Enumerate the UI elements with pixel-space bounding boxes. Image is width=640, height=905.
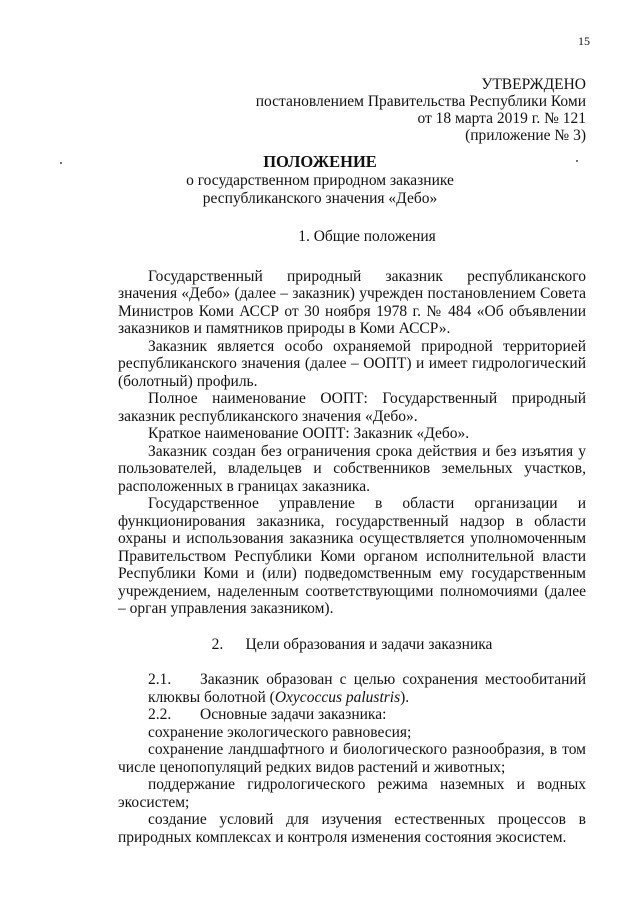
clause-2-1: [118, 671, 586, 706]
task-item: создание условий для изучения естественных процессов в природных комплексах и контроля изменения состояния экосистем.: [118, 811, 586, 846]
paragraph: Государственный природный заказник республиканского значения «Дебо» (далее – заказник) учрежден постановлением Совета Министров Коми АССР от 30 ноября 1978 г. № 484 «Об объявлении заказников и памятников природы в Коми АССР».: [118, 267, 586, 337]
clause-number: 2.2.: [148, 706, 172, 723]
document-subtitle-line2: республиканского значения «Дебо»: [202, 190, 438, 207]
page-number: 15: [578, 34, 590, 48]
section-heading-general: 1. Общие положения: [298, 228, 436, 245]
paragraph: Полное наименование ООПТ: Государственный природный заказник республиканского значения «Дебо».: [118, 390, 586, 425]
clause-text: Основные задачи заказника:: [200, 706, 387, 723]
paragraph: Заказник является особо охраняемой природной территорией республиканского значения (далее – ООПТ) и имеет гидрологический (болотный) профиль.: [118, 337, 586, 390]
paragraph: Краткое наименование ООПТ: Заказник «Дебо».: [148, 425, 470, 442]
task-item: поддержание гидрологического режима наземных и водных экосистем;: [118, 776, 586, 811]
paragraph: Заказник создан без ограничения срока действия и без изъятия у пользователей, владельцев и собственников земельных участков, расположенных в границах заказника.: [118, 442, 586, 495]
paragraph: Государственное управление в области организации и функционирования заказника, государственный надзор в области охраны и использования заказника осуществляется уполномоченным Правительством Республики Коми органом исполнительной власти Республики Коми и (или) подведомственным ему государственным учреждением, наделенным соответствующими полномочиями (далее – орган управления заказником).: [118, 495, 586, 617]
approval-appendix: (приложение № 3): [465, 127, 586, 144]
clause-2-2: [118, 706, 586, 724]
section-heading-goals: [118, 636, 586, 654]
task-item: сохранение экологического равновесия;: [148, 723, 412, 741]
task-item: сохранение ландшафтного и биологического разнообразия, в том числе ценопопуляций редких видов растений и животных;: [118, 741, 586, 776]
approval-date: от 18 марта 2019 г. № 121: [417, 110, 586, 127]
document-subtitle-line1: о государственном природном заказнике: [186, 172, 454, 189]
clause-text-end: ).: [400, 688, 410, 706]
section-number: 2.: [211, 635, 224, 653]
approval-issuer: постановлением Правительства Республики Коми: [255, 93, 586, 110]
approval-stamp-block: [256, 76, 586, 144]
latin-species-name: Oxycoccus palustris: [274, 688, 401, 706]
document-title-block: [0, 152, 640, 208]
document-title: ПОЛОЖЕНИЕ: [263, 152, 377, 171]
clause-text: Заказник образован с целью сохранения местообитаний клюквы болотной (: [148, 671, 586, 706]
approval-heading: УТВЕРЖДЕНО: [481, 76, 586, 93]
section-title: Цели образования и задачи заказника: [245, 635, 493, 653]
document-body: [118, 228, 586, 846]
clause-number: 2.1.: [148, 671, 172, 688]
